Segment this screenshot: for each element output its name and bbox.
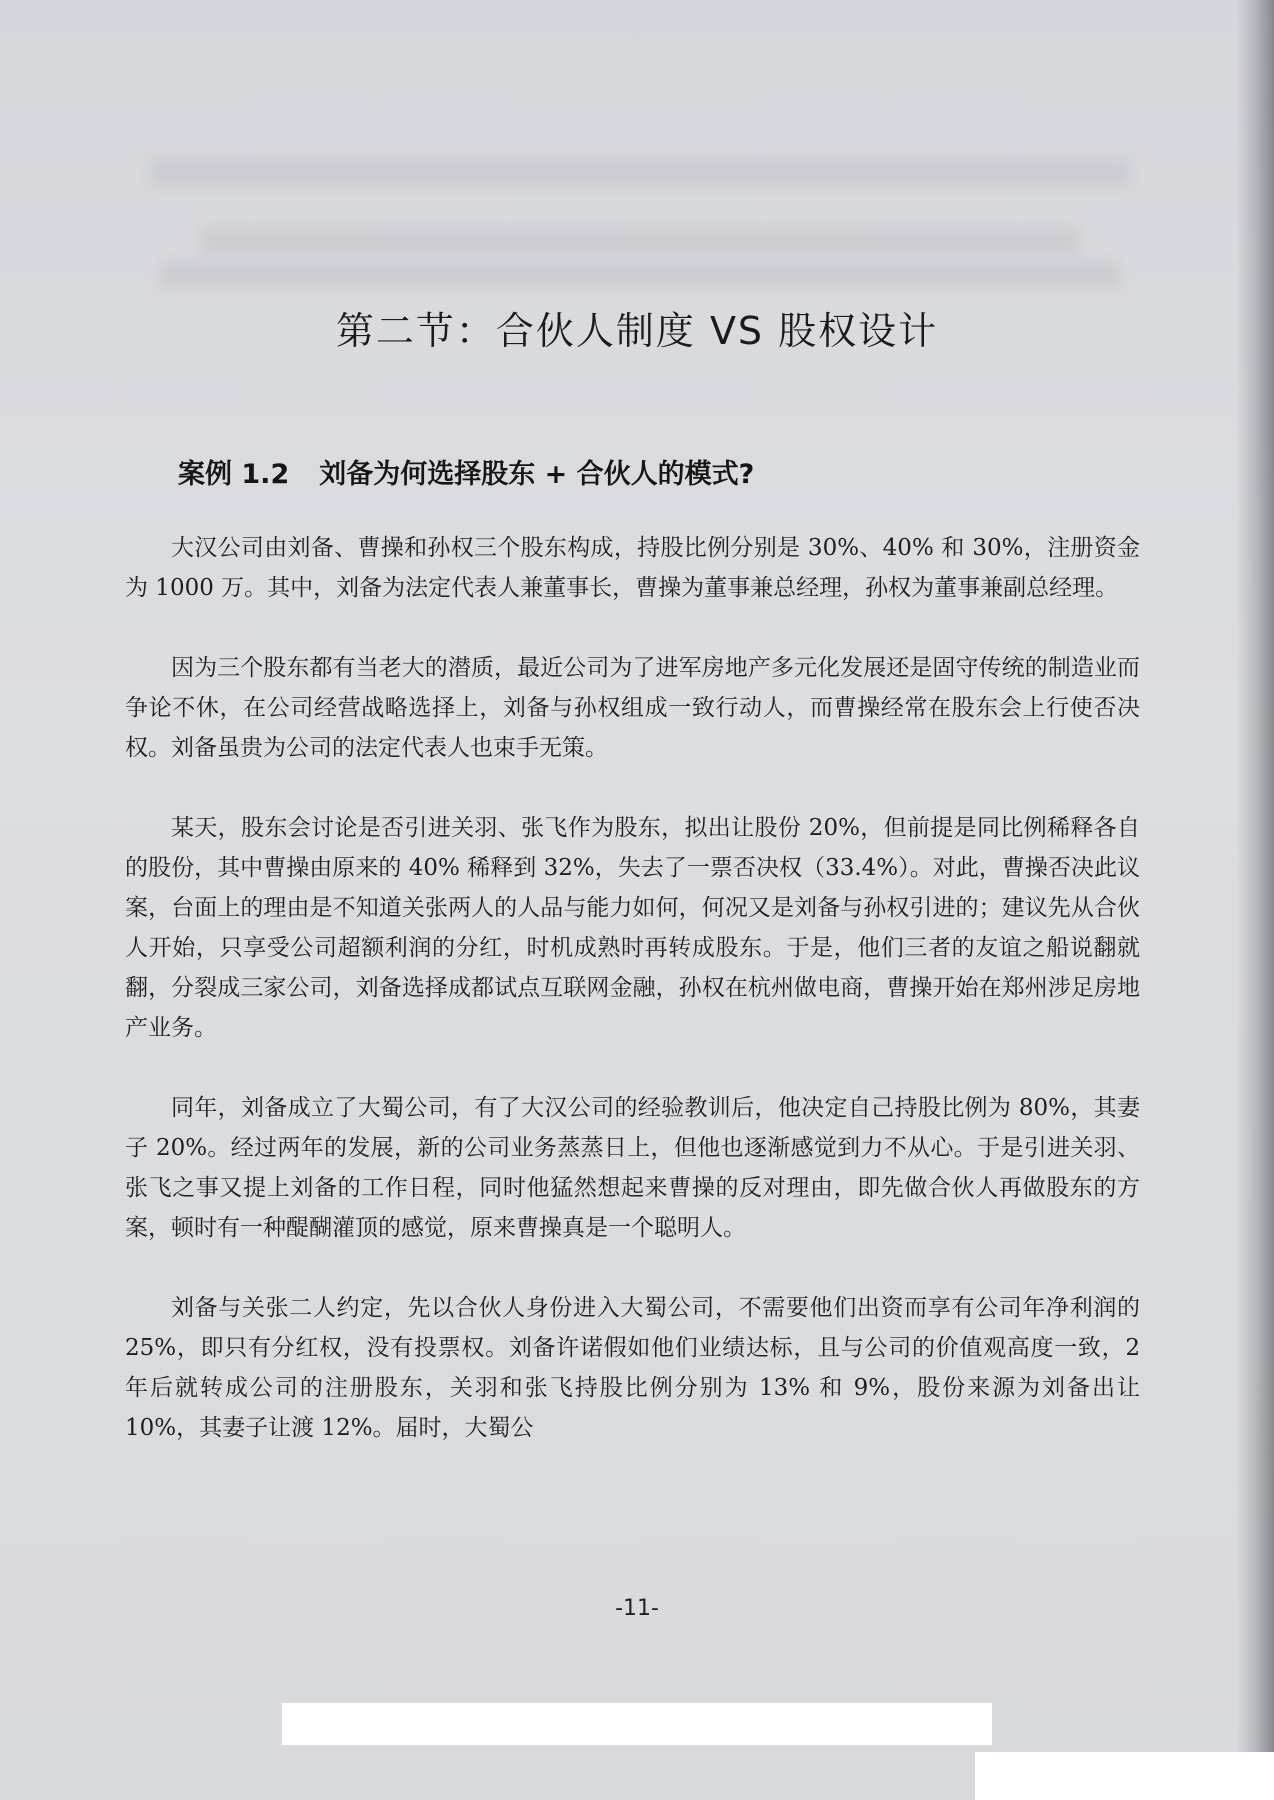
section-title: 第二节：合伙人制度 VS 股权设计 xyxy=(335,309,939,353)
redaction-block xyxy=(282,1703,992,1745)
show-through-line xyxy=(200,228,1080,254)
case-title: 刘备为何选择股东 + 合伙人的模式? xyxy=(319,459,755,490)
body-text xyxy=(125,528,1140,1488)
case-heading xyxy=(178,452,754,491)
redaction-block xyxy=(975,1752,1274,1800)
paragraph: 同年，刘备成立了大蜀公司，有了大汉公司的经验教训后，他决定自己持股比例为 80%，其妻子 20%。经过两年的发展，新的公司业务蒸蒸日上，但他也逐渐感觉到力不从心。于是引进关羽、张飞之事又提上刘备的工作日程，同时他猛然想起来曹操的反对理由，即先做合伙人再做股东的方案，顿时有一种醍醐灌顶的感觉，原来曹操真是一个聪明人。 xyxy=(125,1095,1140,1241)
show-through-line xyxy=(150,160,1130,186)
paragraph: 刘备与关张二人约定，先以合伙人身份进入大蜀公司，不需要他们出资而享有公司年净利润的 25%，即只有分红权，没有投票权。刘备许诺假如他们业绩达标，且与公司的价值观高度一致，2 年后就转成公司的注册股东，关羽和张飞持股比例分别为 13% 和 9%，股份来源为刘备出让 10%，其妻子让渡 12%。届时，大蜀公 xyxy=(125,1295,1140,1441)
paragraph: 某天，股东会讨论是否引进关羽、张飞作为股东，拟出让股份 20%，但前提是同比例稀释各自的股份，其中曹操由原来的 40% 稀释到 32%，失去了一票否决权（33.4%）。对此，曹操否决此议案，台面上的理由是不知道关张两人的人品与能力如何，何况又是刘备与孙权引进的；建议先从合伙人开始，只享受公司超额利润的分红，时机成熟时再转成股东。于是，他们三者的友谊之船说翻就翻，分裂成三家公司，刘备选择成都试点互联网金融，孙权在杭州做电商，曹操开始在郑州涉足房地产业务。 xyxy=(125,815,1140,1041)
paragraph: 因为三个股东都有当老大的潜质，最近公司为了进军房地产多元化发展还是固守传统的制造业而争论不休，在公司经营战略选择上，刘备与孙权组成一致行动人，而曹操经常在股东会上行使否决权。刘备虽贵为公司的法定代表人也束手无策。 xyxy=(125,655,1140,761)
show-through-line xyxy=(160,262,1120,288)
case-number: 案例 1.2 xyxy=(178,459,290,490)
paragraph: 大汉公司由刘备、曹操和孙权三个股东构成，持股比例分别是 30%、40% 和 30%，注册资金为 1000 万。其中，刘备为法定代表人兼董事长，曹操为董事兼总经理，孙权为董事兼副总经理。 xyxy=(125,535,1140,601)
page-edge-shadow xyxy=(1236,0,1274,1800)
page-number: -11- xyxy=(615,1596,659,1621)
